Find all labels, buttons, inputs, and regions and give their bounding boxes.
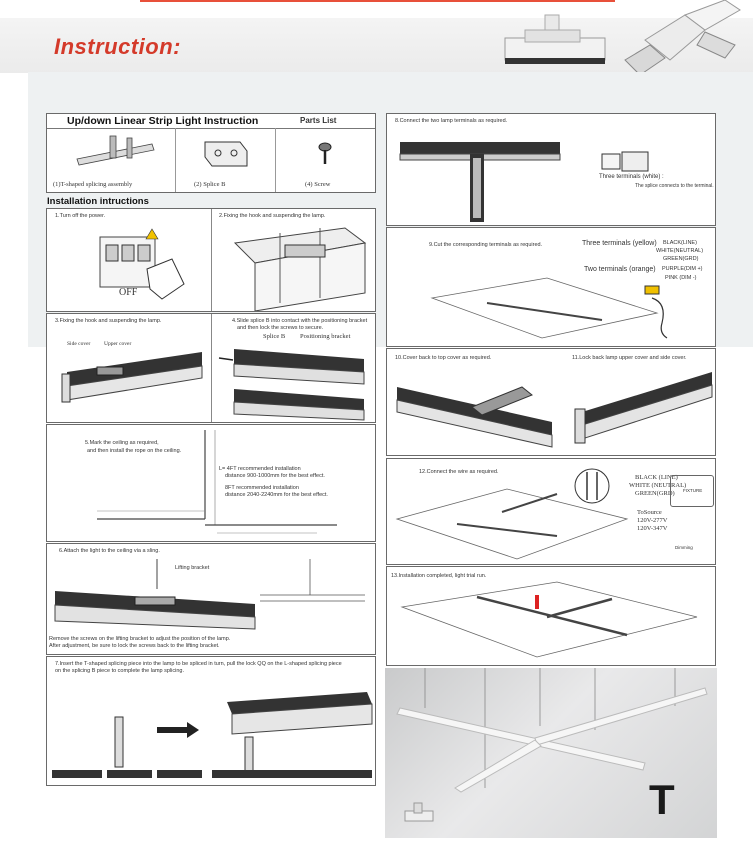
step-12-text: 12.Connect the wire as required. xyxy=(419,469,499,475)
power-switch-illustration xyxy=(92,229,187,304)
dimming-label: Dimming xyxy=(675,545,693,550)
step-1-2-panel xyxy=(46,208,376,312)
wire-connection-illustration xyxy=(397,464,637,564)
orange-wire-2: PINK (DIM -) xyxy=(665,275,697,281)
step-5-text-line2: and then install the rope on the ceiling. xyxy=(87,448,182,454)
top-cover-illustration xyxy=(392,367,562,452)
step-8-text: 8.Connect the two lamp terminals as required. xyxy=(395,118,508,124)
step-13-panel xyxy=(386,566,716,666)
source-label: ToSource xyxy=(637,509,662,516)
step-5-8ft-line2: distance 2040-2240mm for the best effect. xyxy=(225,492,328,498)
part-1-label: (1)T-shaped splicing assembly xyxy=(53,181,133,188)
wire-white-label: WHITE (NEUTRAL) xyxy=(629,482,687,489)
step-5-length-line1: L= 4FT recommended installation xyxy=(219,466,301,472)
part-3-label: (4) Screw xyxy=(305,181,331,188)
step-7-text-line2: on the splicing B piece to complete the lamp splicing. xyxy=(55,668,185,674)
splice-b-icon xyxy=(202,139,250,169)
side-cover-label: Side cover xyxy=(67,341,91,347)
yellow-wire-2: WHITE(NEUTRAL) xyxy=(656,248,704,254)
source-voltage-2: 120V-347V xyxy=(637,525,668,532)
three-terminals-white-label: Three terminals (white) : xyxy=(599,174,664,180)
step-7-text-line1: 7.Insert the T-shaped splicing piece into the lamp to be spliced in turn, pull the lock QQ on the L-shaped splicing piece xyxy=(55,661,342,667)
step-7-panel xyxy=(46,656,376,786)
upper-cover-label: Upper cover xyxy=(104,341,132,347)
step-6-text: 6.Attach the light to the ceiling via a sling. xyxy=(59,548,160,554)
step-11-text: 11.Lock back lamp upper cover and side cover. xyxy=(572,355,687,361)
step-4-text-line2: and then lock the screws to secure. xyxy=(237,325,324,331)
step-3-text: 3.Fixing the hook and suspending the lamp. xyxy=(55,318,162,324)
step-5-8ft-line1: 8FT recommended installation xyxy=(225,485,299,491)
step-12-panel xyxy=(386,458,716,565)
t-connector-angle-photo xyxy=(615,0,753,78)
yellow-wire-1: BLACK(LINE) xyxy=(663,240,697,246)
instruction-title: Up/down Linear Strip Light Instruction xyxy=(67,115,259,127)
wire-green-label: GREEN(GRD) xyxy=(635,490,675,497)
step-6-panel xyxy=(46,543,376,655)
covers-illustration xyxy=(57,352,207,412)
side-cover-lock-illustration xyxy=(567,367,716,452)
step-1-text: 1.Turn off the power. xyxy=(55,213,106,219)
step-9-text: 9.Cut the corresponding terminals as required. xyxy=(429,242,543,248)
parts-list-panel xyxy=(46,113,376,193)
step-10-text: 10.Cover back to top cover as required. xyxy=(395,355,492,361)
off-label: OFF xyxy=(119,287,138,298)
step-8-note: The splice connects to the terminal. xyxy=(635,183,714,189)
installation-section-title: Installation intructions xyxy=(47,196,149,207)
positioning-bracket-label: Positioning bracket xyxy=(300,333,351,340)
completed-installation-illustration xyxy=(397,577,707,665)
yellow-wire-3: GREEN(GRD) xyxy=(663,256,699,262)
step-6-note-line1: Remove the screws on the lifting bracket to adjust the position of the lamp. xyxy=(49,636,231,642)
step-10-11-panel xyxy=(386,348,716,456)
top-accent-bar xyxy=(140,0,615,2)
white-terminal-icon xyxy=(597,149,657,174)
three-terminals-yellow-label: Three terminals (yellow) xyxy=(582,240,657,247)
product-photo xyxy=(385,668,717,838)
step-5-text-line1: 5.Mark the ceiling as required, xyxy=(85,440,159,446)
step-5-panel xyxy=(46,424,376,542)
lamp-terminals-illustration xyxy=(395,128,565,223)
page-title: Instruction: xyxy=(54,34,181,59)
step-2-text: 2.Fixing the hook and suspending the lamp. xyxy=(219,213,326,219)
splice-b-slide-illustration xyxy=(219,344,369,422)
two-terminals-orange-label: Two terminals (orange) xyxy=(584,266,656,273)
t-connector-photo xyxy=(495,10,615,72)
fixture-label: FIXTURE xyxy=(683,488,703,493)
step-9-panel xyxy=(386,227,716,347)
t-splicing-assembly-icon xyxy=(72,134,157,174)
hook-suspend-illustration xyxy=(225,223,375,311)
step-4-text-line1: 4.Slide splice B into contact with the positioning bracket xyxy=(232,318,368,324)
t-shape-letter: T xyxy=(649,776,675,823)
step-3-4-panel xyxy=(46,313,376,423)
step-13-text: 13.Installation completed, light trial run. xyxy=(391,573,487,579)
part-2-label: (2) Splice B xyxy=(194,181,226,188)
orange-wire-1: PURPLE(DIM +) xyxy=(662,266,703,272)
fixture-box xyxy=(670,475,714,507)
lifting-bracket-label: Lifting bracket xyxy=(175,565,210,571)
parts-list-title: Parts List xyxy=(300,116,337,125)
screw-icon xyxy=(315,142,335,166)
step-6-note-line2: After adjustment, be sure to lock the screws back to the lifting bracket. xyxy=(49,643,220,649)
sling-illustration xyxy=(55,559,375,637)
step-5-length-line2: distance 900-1000mm for the best effect. xyxy=(225,473,325,479)
splice-b-label: Splice B xyxy=(263,333,286,340)
ceiling-plane-illustration xyxy=(427,268,707,347)
t-splicing-illustration xyxy=(47,682,376,786)
step-8-panel xyxy=(386,113,716,226)
wire-black-label: BLACK (LINE) xyxy=(635,474,678,481)
ceiling-layout-diagram xyxy=(87,425,372,542)
source-voltage-1: 120V-277V xyxy=(637,517,668,524)
